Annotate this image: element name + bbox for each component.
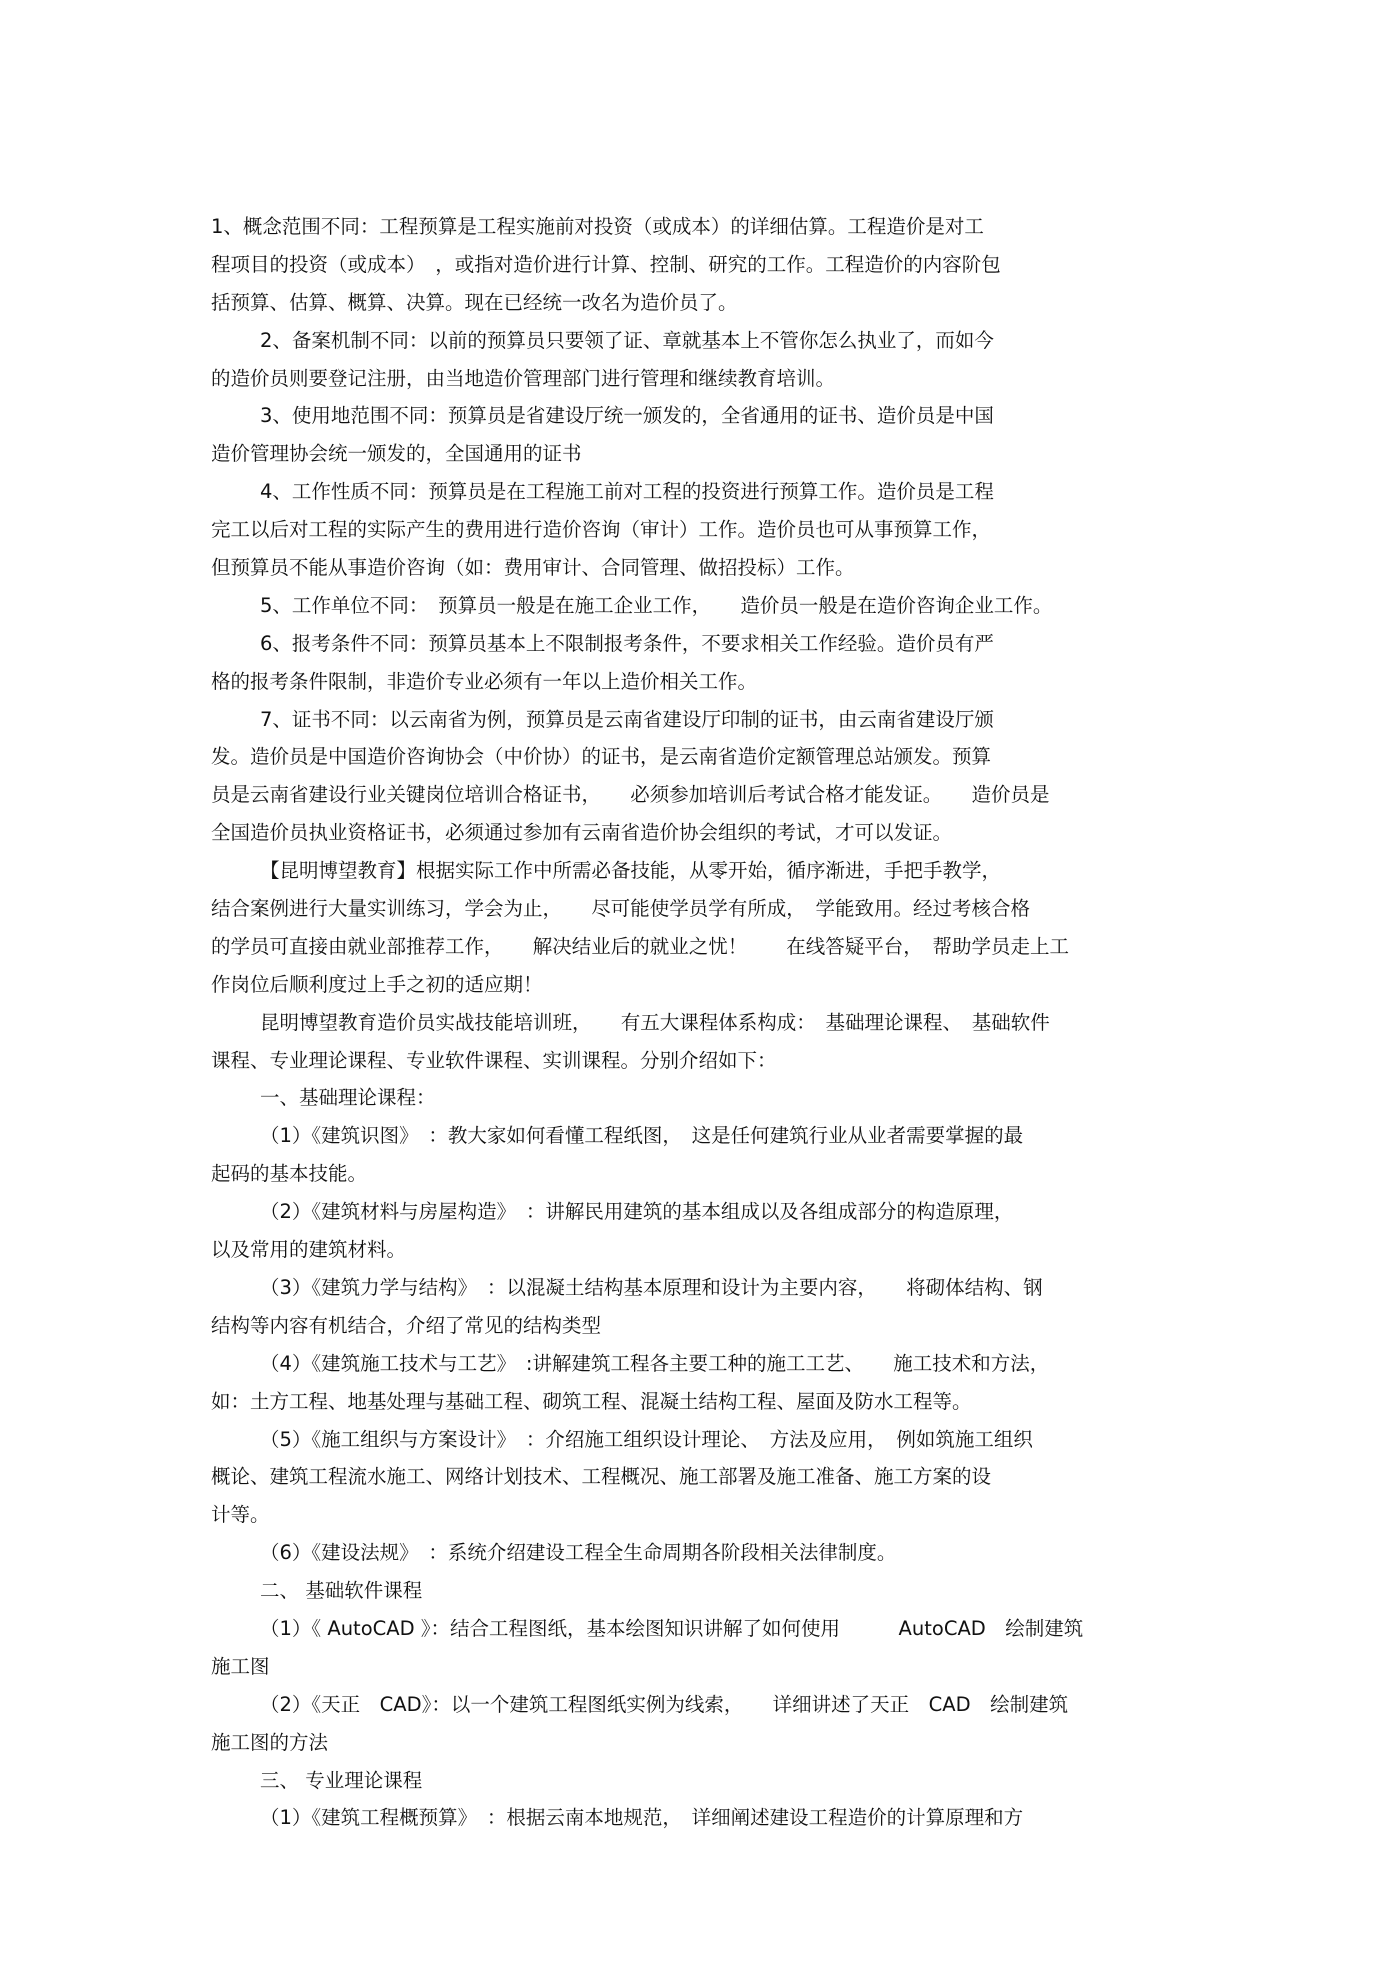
text-line: 结构等内容有机结合，介绍了常见的结构类型	[211, 1313, 602, 1337]
text-line: 昆明博望教育造价员实战技能培训班， 有五大课程体系构成： 基础理论课程、 基础软件	[260, 1010, 1050, 1034]
text-line: 3、使用地范围不同：预算员是省建设厅统一颁发的，全省通用的证书、造价员是中国	[260, 404, 994, 428]
text-line: （1）《建筑工程概预算》 ：根据云南本地规范， 详细阐述建设工程造价的计算原理和方	[260, 1806, 1024, 1830]
text-line: （6）《建设法规》 ：系统介绍建设工程全生命周期各阶段相关法律制度。	[260, 1541, 897, 1565]
text-line: 但预算员不能从事造价咨询（如：费用审计、合同管理、做招投标）工作。	[211, 556, 855, 580]
text-line: 概论、建筑工程流水施工、网络计划技术、工程概况、施工部署及施工准备、施工方案的设	[211, 1465, 992, 1489]
text-line: 的学员可直接由就业部推荐工作， 解决结业后的就业之忧！ 在线答疑平台， 帮助学员走上工	[211, 934, 1070, 958]
text-line: 如：土方工程、地基处理与基础工程、砌筑工程、混凝土结构工程、屋面及防水工程等。	[211, 1389, 972, 1413]
text-line: 括预算、估算、概算、决算。现在已经统一改名为造价员了。	[211, 290, 738, 314]
text-line: 5、工作单位不同： 预算员一般是在施工企业工作， 造价员一般是在造价咨询企业工作。	[260, 593, 1053, 617]
text-line: （1）《 AutoCAD 》：结合工程图纸，基本绘图知识讲解了如何使用 AutoCAD 绘制建筑	[260, 1616, 1084, 1640]
text-line: （2）《建筑材料与房屋构造》 ：讲解民用建筑的基本组成以及各组成部分的构造原理，	[260, 1200, 1014, 1224]
text-line: 6、报考条件不同：预算员基本上不限制报考条件，不要求相关工作经验。造价员有严	[260, 631, 994, 655]
text-line: 程项目的投资（或成本） ，或指对造价进行计算、控制、研究的工作。工程造价的内容阶包	[211, 252, 1001, 276]
text-line: 全国造价员执业资格证书，必须通过参加有云南省造价协会组织的考试，才可以发证。	[211, 821, 953, 845]
text-line: 2、备案机制不同：以前的预算员只要领了证、章就基本上不管你怎么执业了，而如今	[260, 328, 994, 352]
text-line: 施工图	[211, 1654, 270, 1678]
text-line: （1）《建筑识图》 ：教大家如何看懂工程纸图， 这是任何建筑行业从业者需要掌握的最	[260, 1124, 1024, 1148]
text-line: 课程、专业理论课程、专业软件课程、实训课程。分别介绍如下：	[211, 1048, 777, 1072]
text-line: 三、 专业理论课程	[260, 1768, 423, 1792]
text-line: 二、 基础软件课程	[260, 1579, 423, 1603]
text-line: （4）《建筑施工技术与工艺》 :讲解建筑工程各主要工种的施工工艺、 施工技术和方法，	[260, 1351, 1050, 1375]
text-line: 1、概念范围不同：工程预算是工程实施前对投资（或成本）的详细估算。工程造价是对工	[211, 215, 984, 238]
text-line: 完工以后对工程的实际产生的费用进行造价咨询（审计）工作。造价员也可从事预算工作，	[211, 518, 992, 542]
text-line: 7、证书不同：以云南省为例，预算员是云南省建设厅印制的证书，由云南省建设厅颁	[260, 707, 994, 731]
text-line: 发。造价员是中国造价咨询协会（中价协）的证书，是云南省造价定额管理总站颁发。预算	[211, 745, 992, 769]
document-body	[211, 208, 1211, 1837]
text-line: 一、基础理论课程：	[260, 1086, 436, 1110]
text-line: 格的报考条件限制，非造价专业必须有一年以上造价相关工作。	[211, 669, 758, 693]
text-line: （2）《天正 CAD》：以一个建筑工程图纸实例为线索， 详细讲述了天正 CAD 绘制建筑	[260, 1692, 1069, 1716]
text-line: 4、工作性质不同：预算员是在工程施工前对工程的投资进行预算工作。造价员是工程	[260, 480, 994, 504]
text-line: 作岗位后顺利度过上手之初的适应期！	[211, 972, 543, 996]
text-line: 的造价员则要登记注册，由当地造价管理部门进行管理和继续教育培训。	[211, 366, 836, 390]
text-line: （3）《建筑力学与结构》 ：以混凝土结构基本原理和设计为主要内容， 将砌体结构、钢	[260, 1275, 1043, 1299]
text-line: 计等。	[211, 1503, 270, 1527]
text-line: 结合案例进行大量实训练习，学会为止， 尽可能使学员学有所成， 学能致用。经过考核合格	[211, 897, 1031, 921]
text-line: 【昆明博望教育】根据实际工作中所需必备技能，从零开始，循序渐进，手把手教学，	[260, 859, 1002, 883]
text-line: 员是云南省建设行业关键岗位培训合格证书， 必须参加培训后考试合格才能发证。 造价员是	[211, 783, 1050, 807]
text-line: 起码的基本技能。	[211, 1162, 368, 1186]
text-line: （5）《施工组织与方案设计》 ：介绍施工组织设计理论、 方法及应用， 例如筑施工组织	[260, 1427, 1033, 1451]
text-line: 以及常用的建筑材料。	[211, 1238, 407, 1262]
text-line: 施工图的方法	[211, 1730, 329, 1754]
text-line: 造价管理协会统一颁发的，全国通用的证书	[211, 442, 582, 466]
